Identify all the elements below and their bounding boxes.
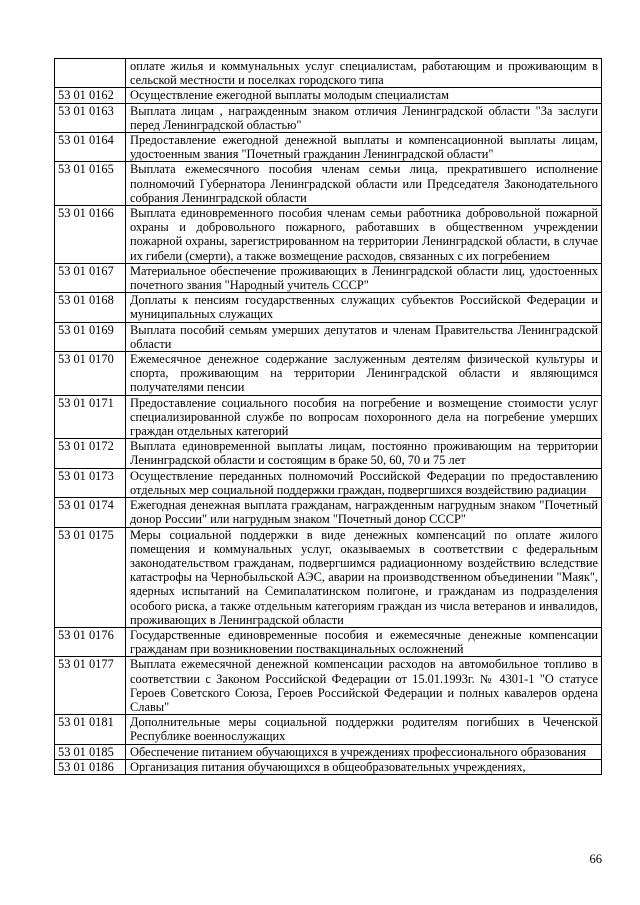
page-number: 66 bbox=[589, 852, 602, 866]
description-cell: Выплата лицам , награжденным знаком отличия Ленинградской области "За заслуги перед Ленинградской областью" bbox=[126, 103, 602, 132]
code-cell: 53 01 0166 bbox=[55, 206, 126, 264]
description-cell: Обеспечение питанием обучающихся в учреждениях профессионального образования bbox=[126, 744, 602, 759]
code-cell: 53 01 0163 bbox=[55, 103, 126, 132]
table-row bbox=[55, 322, 602, 351]
table-row bbox=[55, 293, 602, 322]
description-cell: оплате жилья и коммунальных услуг специалистам, работающим и проживающим в сельской местности и поселках городского типа bbox=[126, 59, 602, 88]
description-cell: Предоставление социального пособия на погребение и возмещение стоимости услуг специализированной службе по вопросам похоронного дела на погребение умерших граждан отдельных категорий bbox=[126, 395, 602, 439]
code-cell: 53 01 0175 bbox=[55, 527, 126, 627]
code-cell: 53 01 0174 bbox=[55, 498, 126, 527]
table-row bbox=[55, 395, 602, 439]
table-row bbox=[55, 206, 602, 264]
description-cell: Выплата единовременной выплаты лицам, постоянно проживающим на территории Ленинградской области и состоящим в браке 50, 60, 70 и 75 лет bbox=[126, 439, 602, 468]
code-cell: 53 01 0168 bbox=[55, 293, 126, 322]
table-row bbox=[55, 88, 602, 103]
code-cell: 53 01 0186 bbox=[55, 759, 126, 774]
description-cell: Организация питания обучающихся в общеобразовательных учреждениях, bbox=[126, 759, 602, 774]
code-cell: 53 01 0177 bbox=[55, 657, 126, 715]
code-cell bbox=[55, 59, 126, 88]
code-cell: 53 01 0164 bbox=[55, 133, 126, 162]
document-page bbox=[54, 58, 602, 775]
description-cell: Осуществление ежегодной выплаты молодым специалистам bbox=[126, 88, 602, 103]
description-cell: Государственные единовременные пособия и ежемесячные денежные компенсации гражданам при возникновении поствакцинальных осложнений bbox=[126, 627, 602, 656]
description-cell: Меры социальной поддержки в виде денежных компенсаций по оплате жилого помещения и коммунальных услуг, оказываемых в соответствии с федеральным законодательством гражданам, подвергшимся радиационному воздействию вследствие катастрофы на Чернобыльской АЭС, аварии на производственном объединении "Маяк", ядерных испытаний на Семипалатинском полигоне, и гражданам из подразделения особого риска, а также отдельным категориям граждан из числа ветеранов и инвалидов, проживающих в Ленинградской области bbox=[126, 527, 602, 627]
description-cell: Материальное обеспечение проживающих в Ленинградской области лиц, удостоенных почетного звания "Народный учитель СССР" bbox=[126, 263, 602, 292]
table-row bbox=[55, 627, 602, 656]
description-cell: Выплата ежемесячного пособия членам семьи лица, прекратившего исполнение полномочий Губернатора Ленинградской области или Председателя Законодательного собрания Ленинградской области bbox=[126, 162, 602, 206]
table-row bbox=[55, 162, 602, 206]
budget-code-table bbox=[54, 58, 602, 775]
code-cell: 53 01 0181 bbox=[55, 715, 126, 744]
description-cell: Осуществление переданных полномочий Российской Федерации по предоставлению отдельных мер социальной поддержки граждан, подвергшихся воздействию радиации bbox=[126, 468, 602, 497]
description-cell: Выплата единовременного пособия членам семьи работника добровольной пожарной охраны и добровольного пожарного, работавших в общественном учреждении пожарной охраны, зарегистрированном на территории Ленинградской области, в случае их гибели (смерти), а также возмещение расходов, связанных с их погребением bbox=[126, 206, 602, 264]
table-row bbox=[55, 468, 602, 497]
description-cell: Выплата ежемесячной денежной компенсации расходов на автомобильное топливо в соответствии с Законом Российской Федерации от 15.01.1993г. № 4301-1 "О статусе Героев Советского Союза, Героев Российской Федерации и полных кавалеров ордена Славы" bbox=[126, 657, 602, 715]
table-row bbox=[55, 715, 602, 744]
table-row bbox=[55, 263, 602, 292]
description-cell: Дополнительные меры социальной поддержки родителям погибших в Чеченской Республике военнослужащих bbox=[126, 715, 602, 744]
code-cell: 53 01 0172 bbox=[55, 439, 126, 468]
code-cell: 53 01 0169 bbox=[55, 322, 126, 351]
table-row bbox=[55, 498, 602, 527]
code-cell: 53 01 0162 bbox=[55, 88, 126, 103]
table-row bbox=[55, 439, 602, 468]
table-row bbox=[55, 657, 602, 715]
code-cell: 53 01 0165 bbox=[55, 162, 126, 206]
description-cell: Выплата пособий семьям умерших депутатов и членам Правительства Ленинградской области bbox=[126, 322, 602, 351]
description-cell: Доплаты к пенсиям государственных служащих субъектов Российской Федерации и муниципальных служащих bbox=[126, 293, 602, 322]
table-row bbox=[55, 744, 602, 759]
code-cell: 53 01 0185 bbox=[55, 744, 126, 759]
code-cell: 53 01 0171 bbox=[55, 395, 126, 439]
table-row bbox=[55, 59, 602, 88]
table-row bbox=[55, 352, 602, 396]
table-row bbox=[55, 527, 602, 627]
table-body bbox=[55, 59, 602, 775]
code-cell: 53 01 0173 bbox=[55, 468, 126, 497]
description-cell: Ежегодная денежная выплата гражданам, награжденным нагрудным знаком "Почетный донор России" или нагрудным знаком "Почетный донор СССР" bbox=[126, 498, 602, 527]
code-cell: 53 01 0167 bbox=[55, 263, 126, 292]
code-cell: 53 01 0176 bbox=[55, 627, 126, 656]
description-cell: Ежемесячное денежное содержание заслуженным деятелям физической культуры и спорта, проживающим на территории Ленинградской области и являющимся получателями пенсии bbox=[126, 352, 602, 396]
table-row bbox=[55, 133, 602, 162]
table-row bbox=[55, 103, 602, 132]
description-cell: Предоставление ежегодной денежной выплаты и компенсационной выплаты лицам, удостоенным звания "Почетный гражданин Ленинградской области" bbox=[126, 133, 602, 162]
code-cell: 53 01 0170 bbox=[55, 352, 126, 396]
table-row bbox=[55, 759, 602, 774]
